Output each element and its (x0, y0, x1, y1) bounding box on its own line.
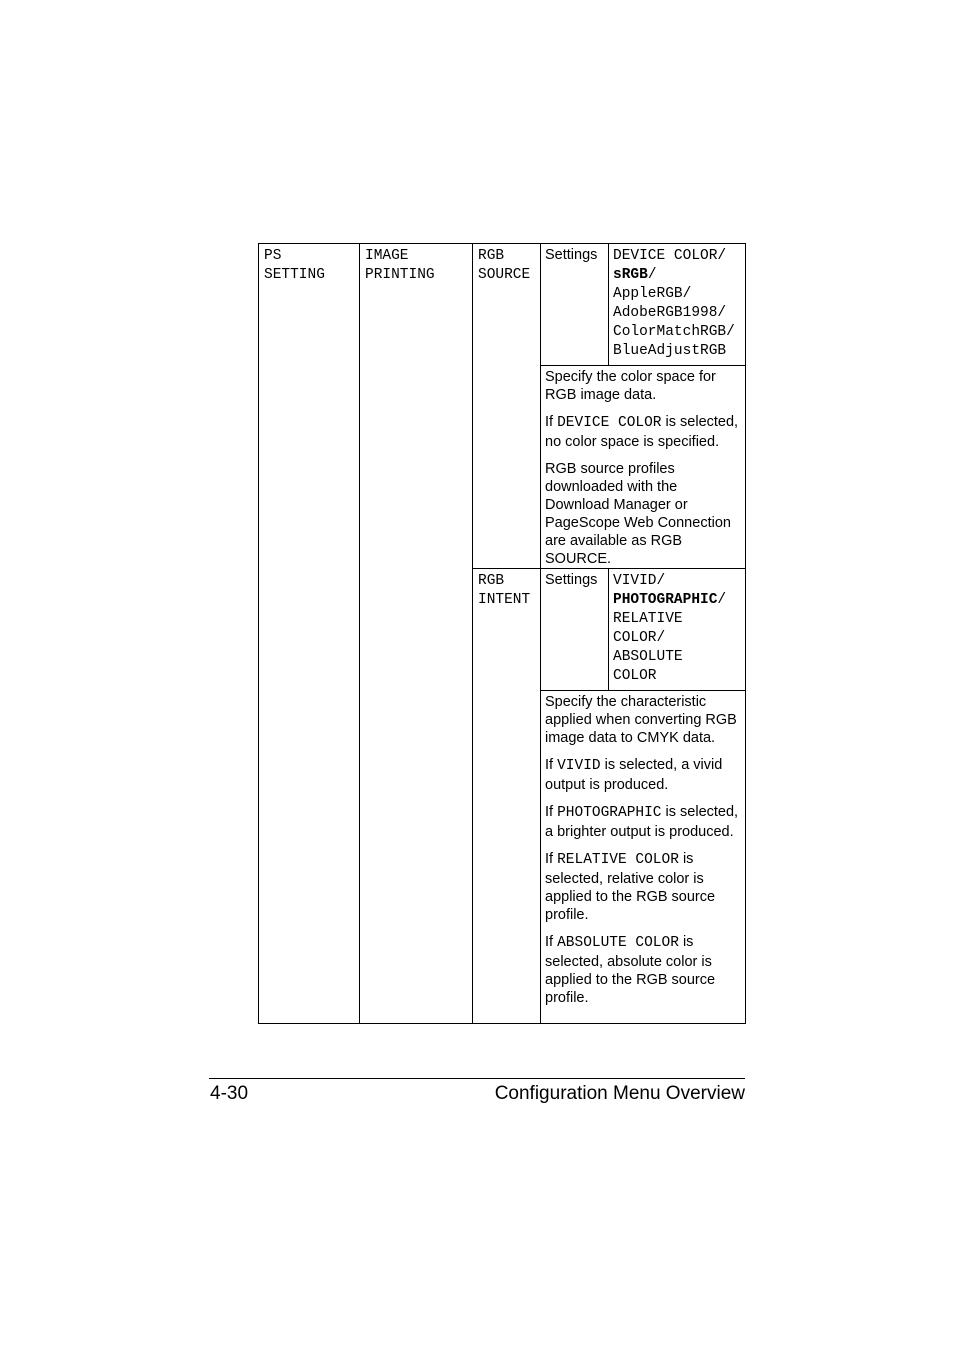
rgb-intent-settings-label-cell (540, 568, 609, 691)
option-device-color: DEVICE COLOR/ (613, 248, 727, 264)
rgb-source-desc-p3: RGB source profiles downloaded with the Download Manager or PageScope Web Connection are available as RGB SOURCE. (545, 461, 731, 567)
rgb-intent-desc-relative (545, 850, 741, 924)
rgb-source-label-cell (472, 243, 541, 569)
rgb-intent-description-cell (540, 690, 746, 1024)
rgb-intent-settings-label: Settings (545, 572, 598, 588)
option-photographic-separator: / (717, 592, 727, 608)
rgb-intent-desc-vivid (545, 756, 741, 794)
text-span: is selected, a brighter output is produced. (545, 804, 739, 840)
menu-level-1-line-2: SETTING (264, 267, 325, 283)
menu-level-2-cell (359, 243, 473, 1024)
option-applergb: AppleRGB/ (613, 286, 692, 302)
text-span: is selected, relative color is applied to the RGB source profile. (545, 851, 716, 923)
rgb-source-desc-p2 (545, 413, 741, 451)
rgb-intent-label-line-1: RGB (478, 573, 505, 589)
option-adobergb1998: AdobeRGB1998/ (613, 305, 727, 321)
footer-rule (209, 1078, 745, 1079)
page-number: 4-30 (210, 1083, 249, 1104)
option-relative-line-2: COLOR/ (613, 630, 666, 646)
text-span: is selected, no color space is specified. (545, 414, 739, 450)
menu-level-2-line-2: PRINTING (365, 267, 435, 283)
option-srgb-separator: / (647, 267, 657, 283)
rgb-intent-desc-p1: Specify the characteristic applied when converting RGB image data to CMYK data. (545, 694, 737, 746)
text-span: If (545, 934, 558, 950)
text-span: If (545, 757, 558, 773)
rgb-intent-desc-absolute (545, 933, 741, 1007)
option-srgb-default (613, 266, 745, 285)
menu-level-2-line-1: IMAGE (365, 248, 409, 264)
code-relative-color: RELATIVE COLOR (557, 852, 679, 868)
rgb-intent-options-cell (608, 568, 746, 691)
option-absolute-line-2: COLOR (613, 668, 657, 684)
option-photographic-default (613, 591, 745, 610)
option-blueadjustrgb: BlueAdjustRGB (613, 343, 727, 359)
text-span: is selected, absolute color is applied to the RGB source profile. (545, 934, 716, 1006)
text-span: If (545, 851, 558, 867)
text-span: If (545, 414, 558, 430)
rgb-source-desc-p1: Specify the color space for RGB image data. (545, 369, 716, 403)
code-absolute-color: ABSOLUTE COLOR (557, 935, 679, 951)
option-vivid: VIVID/ (613, 573, 666, 589)
rgb-intent-label-cell (472, 568, 541, 1024)
rgb-source-label-line-2: SOURCE (478, 267, 531, 283)
option-relative-line-1: RELATIVE (613, 611, 683, 627)
code-photographic: PHOTOGRAPHIC (557, 805, 662, 821)
rgb-source-description-cell (540, 365, 746, 569)
menu-level-1-line-1: PS (264, 248, 282, 264)
section-title: Configuration Menu Overview (494, 1083, 745, 1104)
rgb-source-settings-label: Settings (545, 247, 598, 263)
text-span: is selected, a vivid output is produced. (545, 757, 723, 793)
text-span: If (545, 804, 558, 820)
rgb-intent-label-line-2: INTENT (478, 592, 531, 608)
rgb-source-settings-label-cell (540, 243, 609, 366)
code-vivid: VIVID (557, 758, 601, 774)
option-absolute-line-1: ABSOLUTE (613, 649, 683, 665)
rgb-intent-desc-photographic (545, 803, 741, 841)
code-device-color: DEVICE COLOR (557, 415, 662, 431)
rgb-source-options-cell (608, 243, 746, 366)
rgb-source-label-line-1: RGB (478, 248, 505, 264)
option-colormatchrgb: ColorMatchRGB/ (613, 324, 735, 340)
option-photographic: PHOTOGRAPHIC (613, 592, 718, 608)
option-srgb: sRGB (613, 267, 648, 283)
menu-level-1-cell (258, 243, 360, 1024)
